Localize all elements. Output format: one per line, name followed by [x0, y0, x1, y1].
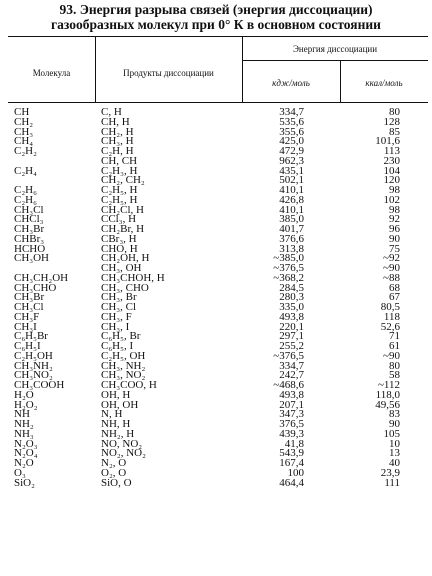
header-kcal-unit: ккал/моль — [365, 78, 403, 88]
cell-products: OH, OH — [101, 400, 139, 411]
table-row — [8, 167, 428, 177]
table-row — [8, 410, 428, 420]
cell-products: OH, H — [101, 390, 131, 401]
header-group-rule — [242, 60, 428, 61]
cell-products: CH₃, H — [101, 137, 134, 147]
cell-molecule — [8, 264, 95, 274]
cell-energy-kcal: 58 — [389, 371, 400, 381]
cell-energy-kcal: 68 — [389, 283, 400, 294]
cell-products: NO₂, NO₂ — [101, 449, 146, 459]
cell-energy-kj: 410,1 — [279, 205, 304, 216]
cell-molecule: CH₃F — [14, 312, 40, 323]
table-row — [8, 186, 428, 196]
cell-energy-kcal: 105 — [383, 429, 400, 440]
table-row — [8, 469, 428, 479]
cell-energy-kcal: ~90 — [383, 264, 400, 274]
table-row — [8, 137, 428, 147]
cell-molecule: CH₃CHO — [14, 283, 57, 294]
cell-molecule: CH₄ — [14, 137, 34, 147]
cell-molecule: N₂O₄ — [14, 449, 38, 459]
cell-energy-kj: 502,1 — [279, 176, 304, 186]
cell-energy-kcal: 80 — [389, 361, 400, 372]
cell-molecule: C₂H₆ — [14, 195, 37, 206]
cell-energy-kj: 334,7 — [279, 361, 304, 372]
table-row — [8, 381, 428, 391]
cell-products: C, H — [101, 108, 122, 118]
cell-energy-kcal: 118,0 — [375, 390, 400, 401]
cell-products: CH₃, Cl — [101, 303, 137, 313]
cell-products: C₂H, H — [101, 147, 134, 157]
table-row — [8, 401, 428, 411]
cell-molecule: C₂H₅OH — [14, 351, 53, 362]
header-molecule: Молекула — [32, 68, 71, 78]
cell-energy-kcal: 71 — [389, 332, 400, 342]
cell-energy-kcal: 113 — [383, 147, 400, 157]
cell-molecule: N₂O₃ — [14, 439, 38, 450]
table-row — [8, 479, 428, 489]
table-row — [8, 176, 428, 186]
cell-energy-kcal: 98 — [389, 186, 400, 196]
cell-molecule: H₂O₂ — [14, 400, 38, 411]
cell-molecule: CH — [14, 108, 30, 118]
cell-energy-kj: 335,0 — [279, 303, 304, 313]
table-row — [8, 342, 428, 352]
cell-energy-kj: 962,3 — [279, 156, 304, 167]
cell-products: NH, H — [101, 420, 131, 430]
cell-energy-kj: ~376,5 — [273, 351, 304, 362]
cell-energy-kcal: 40 — [389, 459, 400, 469]
cell-energy-kj: 41,8 — [284, 439, 304, 450]
cell-molecule: HCHO — [14, 244, 46, 255]
cell-molecule — [8, 176, 95, 186]
cell-products: CH₂OH, H — [101, 254, 150, 264]
table-title — [0, 2, 432, 32]
cell-energy-kj: ~368,2 — [273, 273, 304, 284]
cell-energy-kcal: 92 — [389, 215, 400, 225]
cell-products: CH₃, Br — [101, 293, 137, 303]
cell-energy-kcal: 118 — [383, 312, 400, 323]
cell-products: CH₃, CHO — [101, 283, 149, 294]
title-line-1: 93. Энергия разрыва связей (энергия диссоциации) — [59, 2, 373, 17]
cell-energy-kj: 439,3 — [279, 429, 304, 440]
cell-molecule: CH₃OH — [14, 254, 50, 264]
table-row — [8, 391, 428, 401]
table-row — [8, 118, 428, 128]
cell-energy-kj: 493,8 — [279, 390, 304, 401]
cell-products: CH₃, NO₂ — [101, 371, 146, 381]
cell-energy-kcal: ~112 — [377, 381, 400, 391]
cell-energy-kcal: 104 — [383, 166, 400, 177]
cell-energy-kj: ~376,5 — [273, 264, 304, 274]
cell-molecule: CH₂ — [14, 117, 34, 128]
table-row — [8, 323, 428, 333]
cell-energy-kj: 376,6 — [279, 234, 304, 245]
table-row — [8, 449, 428, 459]
cell-products: CH₃CHOH, H — [101, 273, 165, 284]
cell-energy-kj: 401,7 — [279, 225, 304, 235]
cell-products: CH₃, I — [101, 322, 130, 333]
cell-molecule: NH₃ — [14, 429, 34, 440]
cell-energy-kcal: 120 — [383, 176, 400, 186]
cell-energy-kcal: 10 — [389, 439, 400, 450]
cell-energy-kcal: 102 — [383, 195, 400, 206]
table-row — [8, 225, 428, 235]
table-row — [8, 371, 428, 381]
cell-molecule: N₂O — [14, 459, 34, 469]
cell-energy-kj: 425,0 — [279, 137, 304, 147]
cell-energy-kcal: 230 — [383, 156, 400, 167]
cell-molecule: CH₃NH₂ — [14, 361, 53, 372]
cell-energy-kcal: 67 — [389, 293, 400, 303]
table-row — [8, 274, 428, 284]
table-row — [8, 420, 428, 430]
cell-products: CHO, H — [101, 244, 138, 255]
cell-energy-kj: 464,4 — [279, 478, 304, 489]
cell-products: C₂H₅, H — [101, 186, 138, 196]
cell-molecule: O₃ — [14, 468, 26, 479]
table-body — [8, 108, 428, 488]
cell-products: N₂, O — [101, 459, 127, 469]
cell-molecule: NH₂ — [14, 420, 34, 430]
cell-molecule: C₆H₅I — [14, 342, 41, 352]
cell-energy-kcal: 101,6 — [375, 137, 400, 147]
cell-energy-kcal: 23,9 — [380, 468, 400, 479]
cell-molecule: C₂H₆ — [14, 186, 37, 196]
table-row — [8, 284, 428, 294]
cell-energy-kj: 347,3 — [279, 410, 304, 420]
cell-energy-kj: 543,9 — [279, 449, 304, 459]
table-row — [8, 196, 428, 206]
cell-energy-kj: 284,5 — [279, 283, 304, 294]
table-row — [8, 235, 428, 245]
cell-products: C₂H₅, H — [101, 195, 138, 206]
cell-products: NO, NO₂ — [101, 439, 143, 450]
cell-molecule: CH₃Br — [14, 293, 45, 303]
cell-energy-kcal: 85 — [389, 127, 400, 138]
cell-energy-kcal: 96 — [389, 225, 400, 235]
cell-energy-kj: 220,1 — [279, 322, 304, 333]
table-row — [8, 313, 428, 323]
table-row — [8, 303, 428, 313]
dissociation-energy-table — [8, 108, 428, 488]
cell-molecule: C₆H₅Br — [14, 332, 48, 342]
cell-products: C₂H₃, H — [101, 166, 138, 177]
table-row — [8, 206, 428, 216]
cell-energy-kj: 535,6 — [279, 117, 304, 128]
cell-molecule: CH₃I — [14, 322, 37, 333]
cell-molecule: CHBr₃ — [14, 234, 45, 245]
cell-products: NH₂, H — [101, 429, 135, 440]
cell-products: C₆H₅, I — [101, 342, 134, 352]
cell-molecule: CH₃Cl — [14, 303, 44, 313]
cell-energy-kj: 297,1 — [279, 332, 304, 342]
cell-molecule: CH₃NO₂ — [14, 371, 53, 381]
cell-products: CH₂, CH₂ — [101, 176, 145, 186]
cell-products: CH₃COO, H — [101, 381, 157, 391]
header-products: Продукты диссоциации — [123, 68, 214, 78]
cell-products: CCl₃, H — [101, 215, 137, 225]
table-row — [8, 128, 428, 138]
cell-energy-kj: 255,2 — [279, 342, 304, 352]
cell-molecule: NH — [14, 410, 30, 420]
cell-molecule: CH₃Br — [14, 225, 45, 235]
cell-energy-kcal: 90 — [389, 420, 400, 430]
cell-molecule: H₂O — [14, 390, 34, 401]
cell-products: C₆H₅, Br — [101, 332, 141, 342]
cell-energy-kj: 435,1 — [279, 166, 304, 177]
table-row — [8, 362, 428, 372]
cell-products: N, H — [101, 410, 123, 420]
cell-energy-kj: 493,8 — [279, 312, 304, 323]
cell-energy-kj: 376,5 — [279, 420, 304, 430]
cell-energy-kcal: 80 — [389, 108, 400, 118]
cell-energy-kcal: 49,56 — [375, 400, 400, 411]
cell-molecule: C₂H₂ — [14, 147, 37, 157]
cell-energy-kj: ~385,0 — [273, 254, 304, 264]
cell-energy-kj: 207,1 — [279, 400, 304, 411]
cell-products: CBr₃, H — [101, 234, 137, 245]
cell-energy-kcal: ~90 — [383, 351, 400, 362]
cell-molecule: CH₃COOH — [14, 381, 65, 391]
cell-energy-kcal: 98 — [389, 205, 400, 216]
table-row — [8, 254, 428, 264]
table-row — [8, 108, 428, 118]
cell-molecule: CH₃CH₂OH — [14, 273, 69, 284]
table-row — [8, 352, 428, 362]
cell-energy-kcal: 80,5 — [380, 303, 400, 313]
cell-products: SiO, O — [101, 478, 132, 489]
cell-products: CH, CH — [101, 156, 138, 167]
table-row — [8, 215, 428, 225]
cell-molecule: SiO₂ — [14, 478, 35, 489]
table-row — [8, 430, 428, 440]
cell-energy-kcal: ~88 — [383, 273, 400, 284]
header-energy-group: Энергия диссоциации — [292, 44, 378, 54]
cell-energy-kcal: 128 — [383, 117, 400, 128]
cell-energy-kj: 334,7 — [279, 108, 304, 118]
cell-molecule: CH₃Cl — [14, 205, 44, 216]
header-bottom-rule — [8, 102, 428, 103]
cell-energy-kj: 100 — [287, 468, 304, 479]
table-row — [8, 264, 428, 274]
cell-energy-kcal: 75 — [389, 244, 400, 255]
cell-energy-kj: 242,7 — [279, 371, 304, 381]
title-line-2: газообразных молекул при 0° К в основном состоянии — [51, 17, 381, 32]
table-row — [8, 332, 428, 342]
cell-energy-kj: 426,8 — [279, 195, 304, 206]
header-kj-unit: кдж/моль — [272, 78, 310, 88]
cell-energy-kcal: ~92 — [383, 254, 400, 264]
cell-energy-kcal: 52,6 — [380, 322, 400, 333]
cell-products: CH₂Cl, H — [101, 205, 144, 216]
cell-products: CH₂, H — [101, 127, 134, 138]
cell-products: CH₂Br, H — [101, 225, 145, 235]
table-row — [8, 293, 428, 303]
table-row — [8, 147, 428, 157]
table-row — [8, 157, 428, 167]
header-top-rule — [8, 36, 428, 37]
cell-products: C₂H₅, OH — [101, 351, 146, 362]
cell-energy-kj: ~468,6 — [273, 381, 304, 391]
cell-energy-kcal: 111 — [384, 478, 400, 489]
cell-products: CH, H — [101, 117, 130, 128]
cell-energy-kcal: 83 — [389, 410, 400, 420]
cell-energy-kj: 167,4 — [279, 459, 304, 469]
cell-energy-kcal: 90 — [389, 234, 400, 245]
table-row — [8, 459, 428, 469]
cell-molecule — [8, 157, 95, 167]
cell-energy-kj: 472,9 — [279, 147, 304, 157]
cell-energy-kj: 280,3 — [279, 293, 304, 303]
cell-products: CH₃, NH₂ — [101, 361, 146, 372]
cell-molecule: CH₃ — [14, 127, 34, 138]
cell-products: O₂, O — [101, 468, 127, 479]
table-row — [8, 245, 428, 255]
cell-molecule: C₂H₄ — [14, 166, 37, 177]
cell-energy-kj: 385,0 — [279, 215, 304, 225]
cell-energy-kj: 313,8 — [279, 244, 304, 255]
table-row — [8, 440, 428, 450]
cell-energy-kj: 410,1 — [279, 186, 304, 196]
cell-molecule: CHCl₃ — [14, 215, 44, 225]
cell-products: CH₃, F — [101, 312, 132, 323]
cell-energy-kcal: 61 — [389, 342, 400, 352]
cell-energy-kcal: 13 — [389, 449, 400, 459]
cell-energy-kj: 355,6 — [279, 127, 304, 138]
cell-products: CH₃, OH — [101, 264, 142, 274]
